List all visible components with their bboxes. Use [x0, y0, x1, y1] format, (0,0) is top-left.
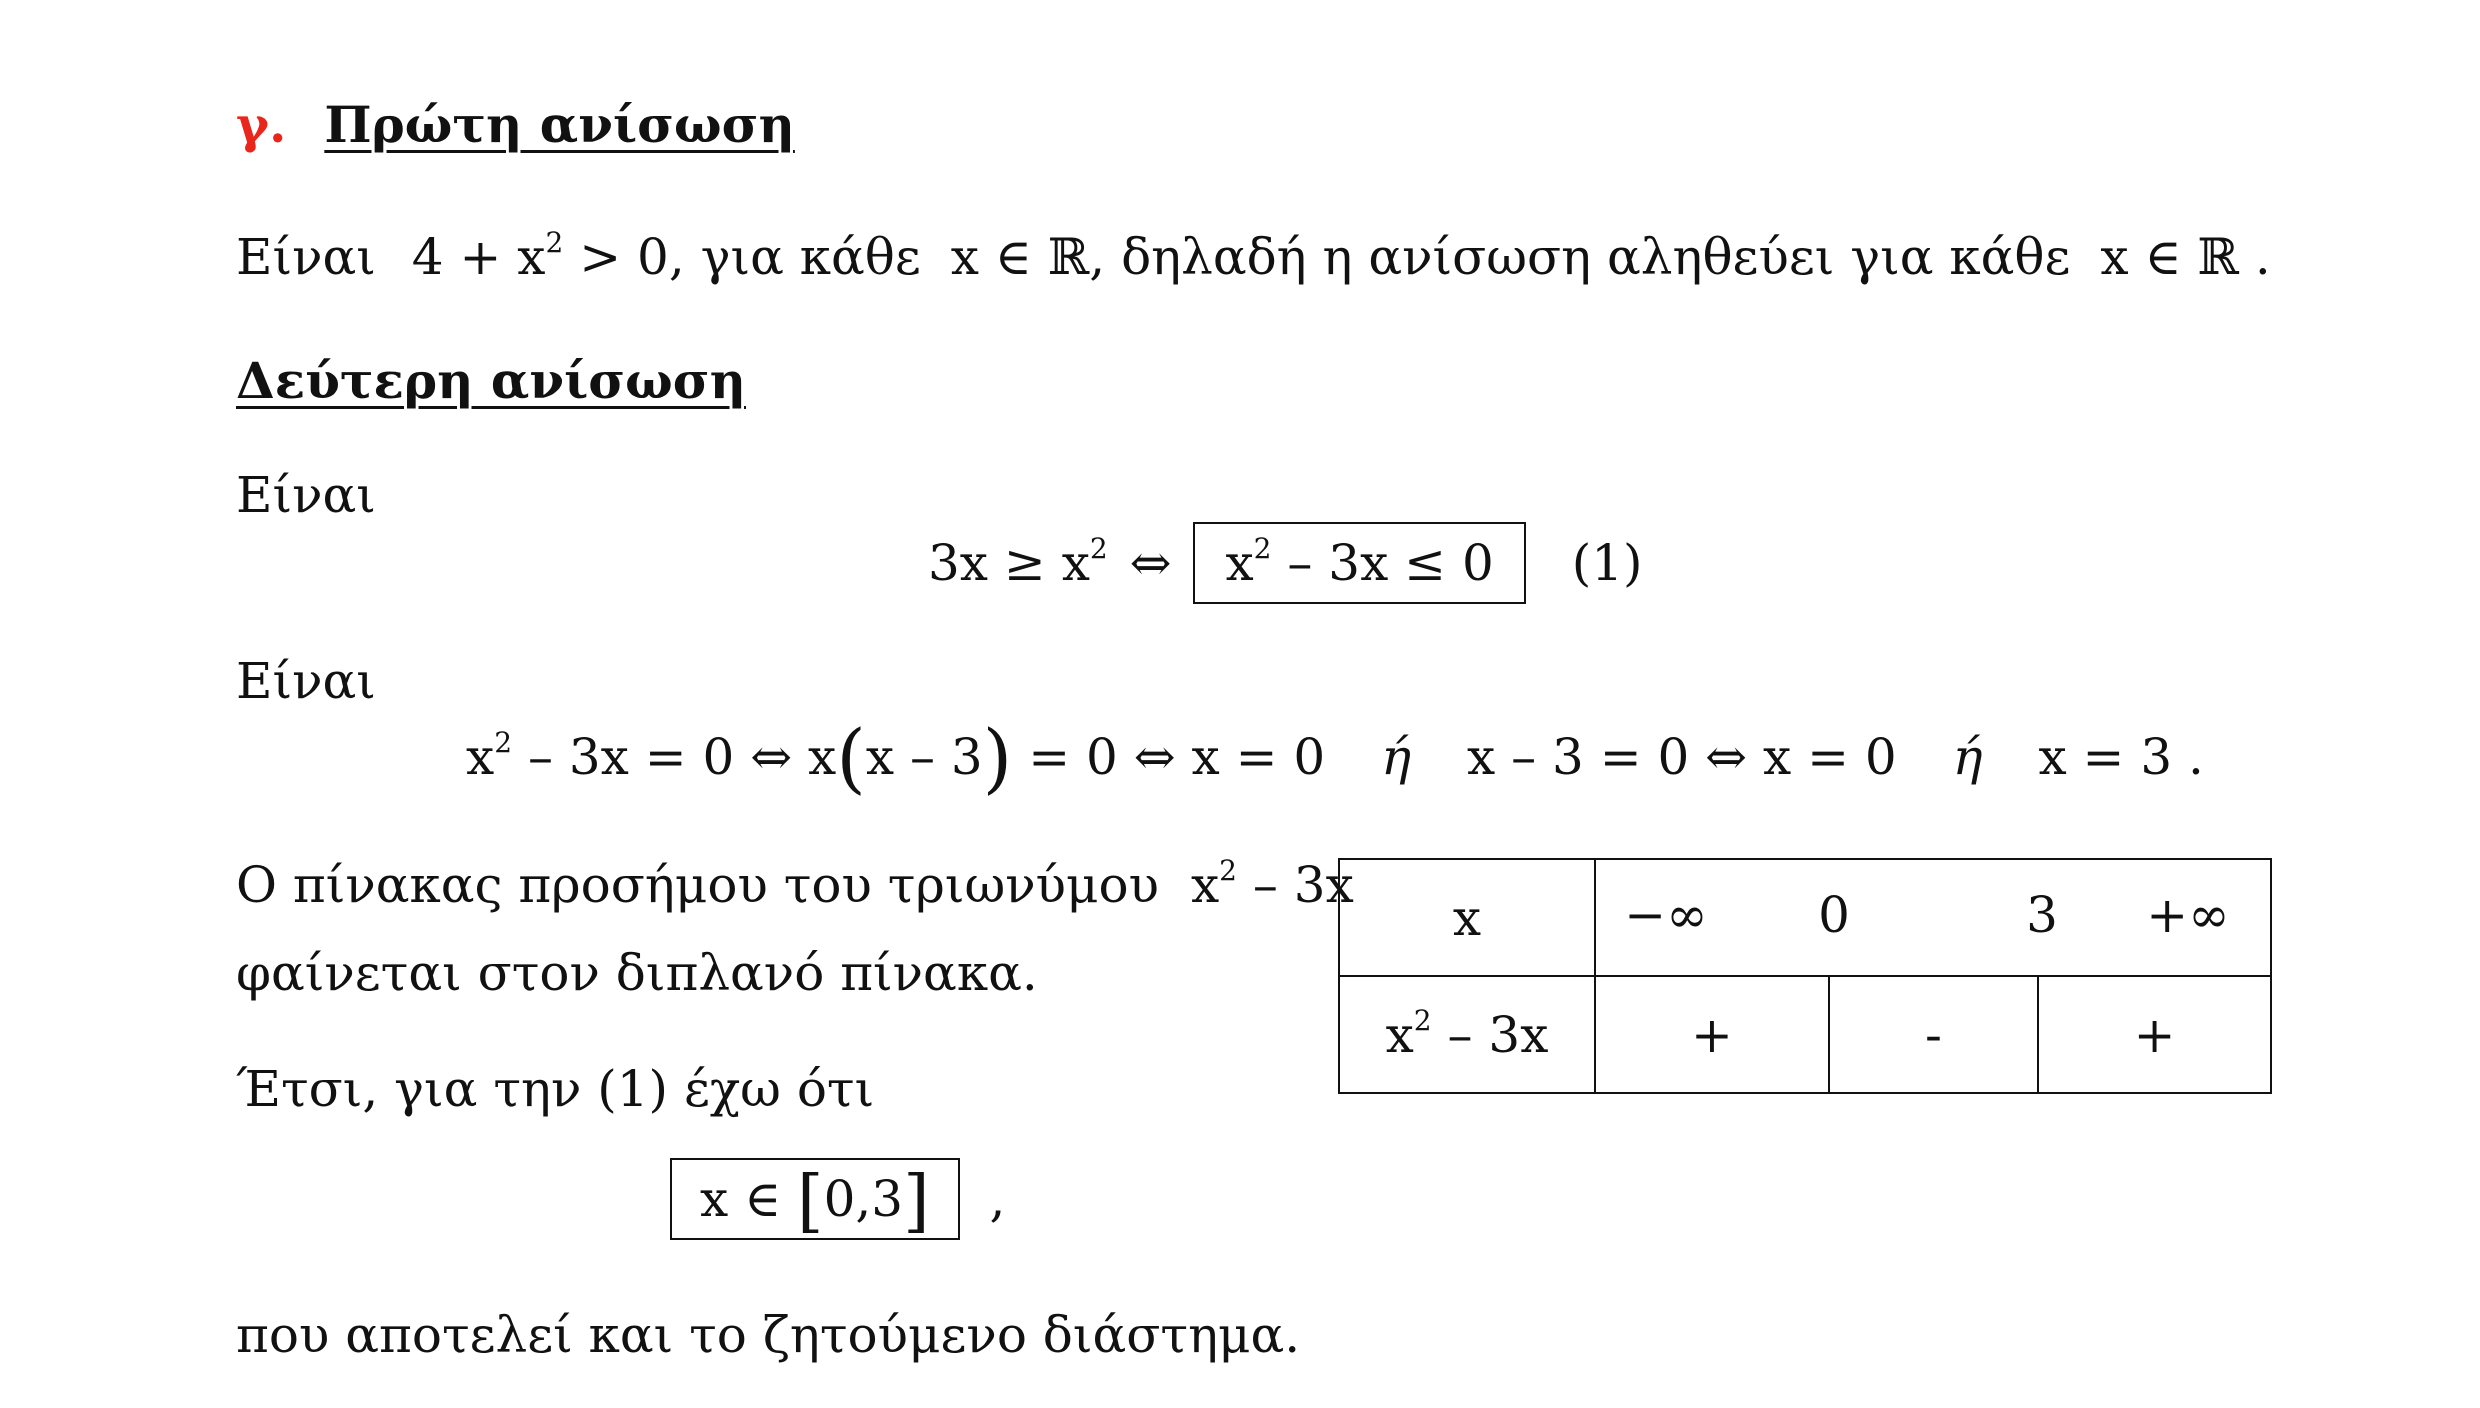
reals-set: ℝ	[1047, 228, 1090, 286]
exponent: 2	[545, 226, 564, 259]
eq2-exponent: 2	[494, 726, 513, 759]
result-var: x	[700, 1170, 729, 1228]
sign-cell: -	[1829, 976, 2038, 1093]
box-left: x	[1225, 534, 1254, 592]
point-pos-inf: +∞	[2146, 885, 2230, 944]
result-elem: ∈	[744, 1170, 782, 1228]
eq2-p4: = 0 ⇔ x = 0	[1028, 728, 1326, 786]
eq2-p6: x = 3 .	[2038, 728, 2204, 786]
equation-2	[466, 713, 2204, 802]
paragraph-so: Έτσι, για την (1) έχω ότι	[236, 1060, 875, 1118]
mid-text: , για κάθε	[668, 228, 921, 286]
eq1-exponent: 2	[1089, 532, 1108, 565]
header-var-cell	[1339, 859, 1595, 976]
para1-exponent: 2	[1219, 854, 1237, 887]
line-end: .	[2254, 228, 2271, 286]
row-label-rest: – 3x	[1447, 1005, 1549, 1064]
sign-table	[1338, 858, 2272, 1094]
header-points-cell	[1595, 859, 2271, 976]
result-trail: ,	[989, 1170, 1006, 1228]
text-eina-2: Είναι	[236, 652, 376, 710]
result-box	[670, 1158, 960, 1240]
second-heading: Δεύτερη ανίσωση	[236, 351, 746, 410]
element-of: ∈	[994, 228, 1032, 286]
expr-right: > 0	[579, 228, 669, 286]
sign-table-header-row	[1339, 859, 2271, 976]
text-eina-1: Είναι	[236, 466, 376, 524]
equation-tag: (1)	[1571, 534, 1643, 592]
para1-expr: x	[1190, 856, 1220, 914]
right-bracket: ]	[903, 1162, 930, 1241]
eq2-p3: x – 3	[865, 728, 983, 786]
line-start: Είναι	[236, 228, 376, 286]
header-var: x	[1452, 888, 1482, 947]
after-text: , δηλαδή η ανίσωση αληθεύει για κάθε	[1089, 228, 2071, 286]
eq2-p2: – 3x = 0 ⇔ x	[527, 728, 837, 786]
point-three: 3	[2026, 885, 2058, 944]
var-2: x	[2100, 228, 2129, 286]
eq2-p5: x – 3 = 0 ⇔ x = 0	[1467, 728, 1897, 786]
paragraph-sign-table-intro	[236, 854, 1354, 914]
eq2-p1: x	[466, 728, 495, 786]
box-right: – 3x ≤ 0	[1287, 534, 1494, 592]
para1-expr2: – 3x	[1252, 856, 1354, 914]
statement-line	[236, 226, 2271, 286]
left-bracket: [	[797, 1162, 824, 1241]
section-title: Πρώτη ανίσωση	[324, 95, 795, 154]
row-label-exponent: 2	[1413, 1003, 1432, 1037]
eq1-left: 3x ≥ x	[928, 534, 1090, 592]
left-paren: (	[836, 713, 866, 802]
right-paren: )	[982, 713, 1013, 802]
row-label-cell	[1339, 976, 1595, 1093]
result	[670, 1158, 1005, 1240]
result-interval: 0,3	[823, 1170, 904, 1228]
row-label: x	[1385, 1005, 1414, 1064]
point-zero: 0	[1818, 885, 1850, 944]
section-heading	[236, 95, 795, 154]
sign-table-row	[1339, 976, 2271, 1093]
iff-symbol: ⇔	[1129, 534, 1172, 592]
sign-cell: +	[1595, 976, 1829, 1093]
conclusion: που αποτελεί και το ζητούμενο διάστημα.	[236, 1306, 1301, 1364]
section-label: γ.	[236, 95, 287, 154]
element-of-2: ∈	[2144, 228, 2182, 286]
expr-left: 4 + x	[411, 228, 546, 286]
equation-1	[928, 532, 1643, 604]
box-exponent: 2	[1253, 532, 1272, 565]
or-word-1: ή	[1381, 728, 1412, 786]
or-word-2: ή	[1952, 728, 1983, 786]
reals-set-2: ℝ	[2197, 228, 2239, 286]
paragraph-sign-table-intro-2: φαίνεται στον διπλανό πίνακα.	[236, 944, 1038, 1002]
var: x	[950, 228, 979, 286]
para1-text: Ο πίνακας προσήμου του τριωνύμου	[236, 856, 1160, 914]
point-neg-inf: −∞	[1624, 885, 1708, 944]
sign-cell: +	[2038, 976, 2271, 1093]
boxed-inequality	[1193, 522, 1525, 604]
